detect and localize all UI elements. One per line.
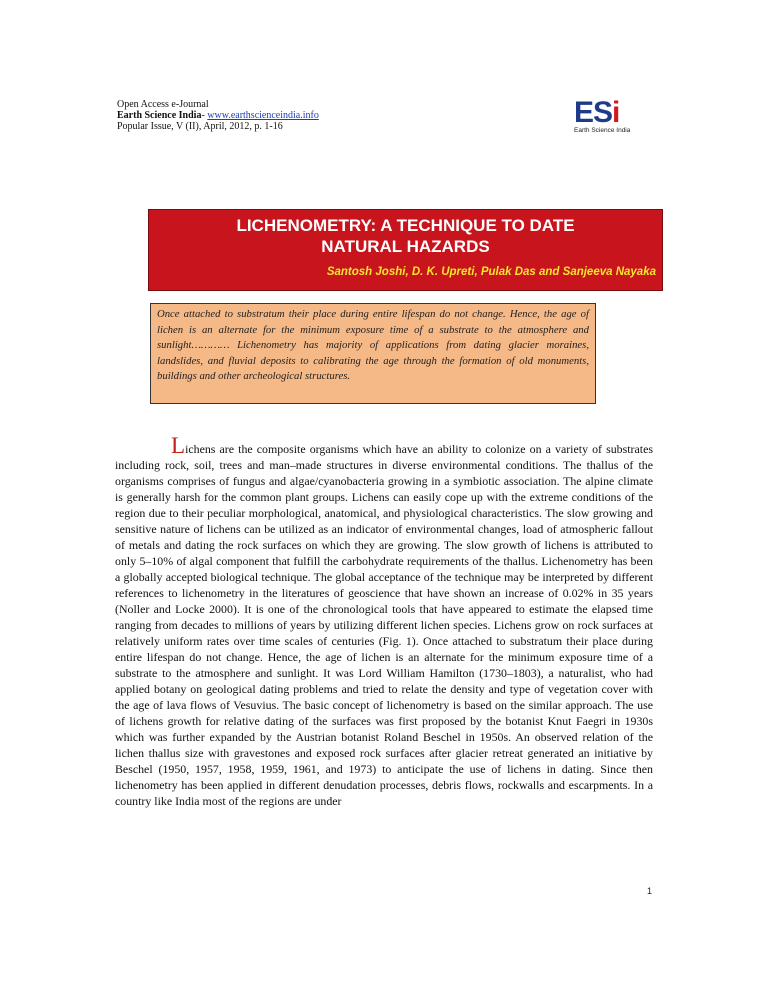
body-text: ichens are the composite organisms which have an ability to colonize on a variety of substrates including rock, soil, trees and man–made structures in diverse environmental conditions. The thallus of the organisms comprises of fungus and algae/cyanobacteria growing in a symbiotic association. The alpine climate is generally harsh for the common plant groups. Lichens can easily cope up with the extreme conditions of the region due to their peculiar morphological, anatomical, and physiological characteristics. The slow growing and sensitive nature of lichens can be utilized as an indicator of environmental changes, load of atmospheric fallout of metals and dating the rock surfaces on which they are growing. The slow growth of lichens is attributed to only 5–10% of algal component that fulfill the carbohydrate requirements of the thallus. Lichenometry has been a globally accepted biological technique. The global acceptance of the technique may be interpreted by different references to lichenometry in the literatures of geoscience that have shown an increase of 0.02% in 35 years (Noller and Locke 2000). It is one of the chronological tools that have appeared to estimate the elapsed time ranging from decades to millions of years by utilizing different lichen species. Lichens grow on rock surfaces at relatively uniform rates over time scales of centuries (Fig. 1). Once attached to substratum their place during entire lifespan do not change. Hence, the age of lichen is an alternate for the minimum exposure time of a substrate to the atmosphere and sunlight. It was Lord William Hamilton (1730–1803), a naturalist, who had applied botany on geological dating problems and tried to relate the density and type of vegetation cover with the age of lava flows of Vesuvius. The basic concept of lichenometry is based on the similar approach. The use of lichens growth for relative dating of the surfaces was first proposed by the botanist Knut Faegri in 1930s which was further expanded by the Austrian botanist Roland Beschel in 1950s. An observed relation of the lichen thallus size with gravestones and exposed rock surfaces after glacier retreat generated an initiative by Beschel (1950, 1957, 1958, 1959, 1961, and 1973) to anticipate the use of lichens in dating. Since then lichenometry has been applied in different denudation processes, debris flows, rockwalls and escarpments. In a country like India most of the regions are under [115,442,653,808]
body-paragraph [115,433,653,809]
journal-name: Earth Science India [117,110,202,121]
esi-logo-caption: Earth Science India [574,127,631,134]
article-title: LICHENOMETRY: A TECHNIQUE TO DATE NATURAL HAZARDS [236,216,575,256]
journal-type: Open Access e-Journal [117,99,209,110]
article-authors: Santosh Joshi, D. K. Upreti, Pulak Das and Sanjeeva Nayaka [326,266,656,278]
page-number: 1 [647,886,653,896]
abstract-box: Once attached to substratum their place during entire lifespan do not change. Hence, the age of lichen is an alternate for the minimum exposure time of a substrate to the atmosphere and sunlight………… Lichenometry has majority of applications from dating glacier moraines, landslides, and fluvial deposits to calibrating the age through the formation of old monuments, buildings and other archeological structures. [150,303,596,404]
esi-logo-i: i [612,96,620,129]
drop-cap: L [171,433,186,458]
journal-header [117,99,319,132]
issue-info: Popular Issue, V (II), April, 2012, p. 1-16 [117,121,283,132]
journal-name-line [117,110,319,121]
esi-logo-mark [574,96,638,129]
title-banner [148,209,663,291]
esi-logo [574,96,638,135]
journal-url-link[interactable]: www.earthscienceindia.info [207,110,319,121]
journal-separator: - [201,110,208,121]
esi-logo-es: ES [574,96,613,129]
